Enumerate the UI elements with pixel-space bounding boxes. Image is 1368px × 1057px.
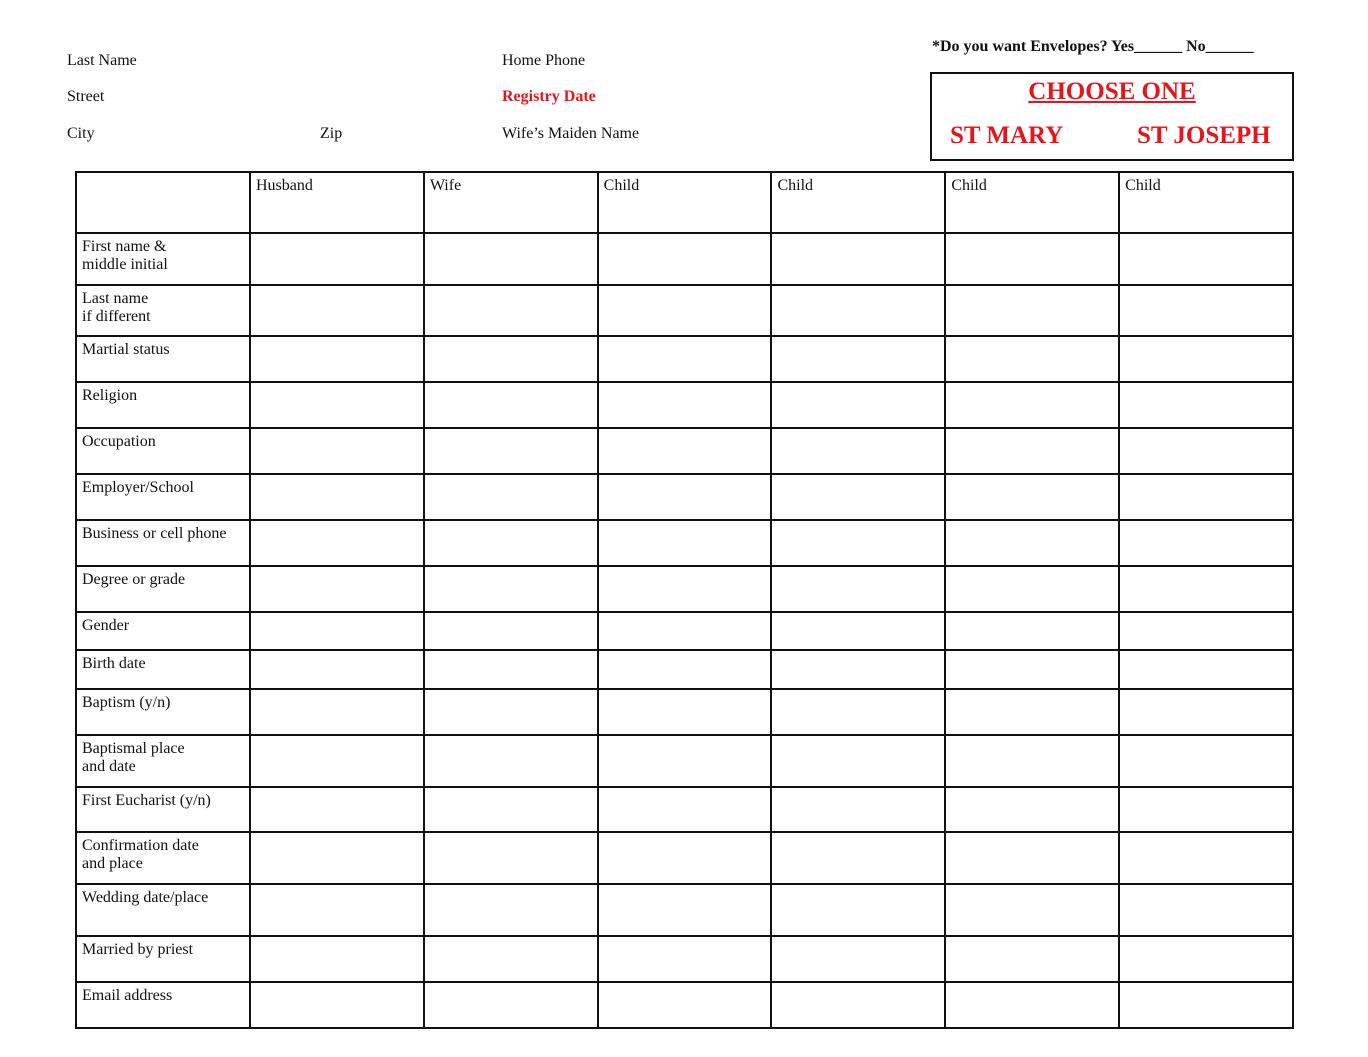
entry-cell[interactable] <box>598 884 772 936</box>
entry-cell[interactable] <box>598 520 772 566</box>
entry-cell[interactable] <box>424 566 598 612</box>
row-label: Last name if different <box>76 285 250 336</box>
row-label: Degree or grade <box>76 566 250 612</box>
entry-cell[interactable] <box>771 650 945 689</box>
table-row <box>76 428 1293 474</box>
entry-cell[interactable] <box>598 689 772 735</box>
entry-cell[interactable] <box>771 382 945 428</box>
entry-cell[interactable] <box>771 612 945 650</box>
table-row <box>76 520 1293 566</box>
table-row <box>76 233 1293 285</box>
table-row <box>76 285 1293 336</box>
entry-cell[interactable] <box>771 689 945 735</box>
st-mary-option[interactable]: ST MARY <box>950 122 1064 149</box>
entry-cell[interactable] <box>945 832 1119 884</box>
table-row <box>76 689 1293 735</box>
entry-cell[interactable] <box>771 428 945 474</box>
entry-cell[interactable] <box>424 233 598 285</box>
entry-cell[interactable] <box>424 474 598 520</box>
entry-cell[interactable] <box>945 382 1119 428</box>
row-label: First name & middle initial <box>76 233 250 285</box>
entry-cell[interactable] <box>598 428 772 474</box>
entry-cell[interactable] <box>250 336 424 382</box>
row-label: First Eucharist (y/n) <box>76 787 250 832</box>
entry-cell[interactable] <box>945 520 1119 566</box>
last-name-label: Last Name <box>67 52 137 69</box>
entry-cell[interactable] <box>1119 982 1293 1028</box>
entry-cell[interactable] <box>598 612 772 650</box>
table-row <box>76 336 1293 382</box>
entry-cell[interactable] <box>250 474 424 520</box>
entry-cell[interactable] <box>250 428 424 474</box>
entry-cell[interactable] <box>250 382 424 428</box>
row-label: Religion <box>76 382 250 428</box>
city-label: City <box>67 125 95 142</box>
entry-cell[interactable] <box>1119 650 1293 689</box>
zip-label: Zip <box>320 125 343 142</box>
entry-cell[interactable] <box>250 650 424 689</box>
entry-cell[interactable] <box>945 936 1119 982</box>
entry-cell[interactable] <box>1119 612 1293 650</box>
entry-cell[interactable] <box>1119 936 1293 982</box>
entry-cell[interactable] <box>1119 520 1293 566</box>
entry-cell[interactable] <box>598 233 772 285</box>
entry-cell[interactable] <box>250 982 424 1028</box>
row-label: Occupation <box>76 428 250 474</box>
entry-cell[interactable] <box>945 650 1119 689</box>
entry-cell[interactable] <box>945 566 1119 612</box>
row-label: Wedding date/place <box>76 884 250 936</box>
entry-cell[interactable] <box>945 233 1119 285</box>
entry-cell[interactable] <box>250 566 424 612</box>
table-corner-cell <box>76 172 250 233</box>
entry-cell[interactable] <box>1119 832 1293 884</box>
table-row <box>76 936 1293 982</box>
entry-cell[interactable] <box>598 336 772 382</box>
entry-cell[interactable] <box>598 650 772 689</box>
table-row <box>76 787 1293 832</box>
table-row <box>76 382 1293 428</box>
row-label: Married by priest <box>76 936 250 982</box>
entry-cell[interactable] <box>771 787 945 832</box>
row-label: Martial status <box>76 336 250 382</box>
entry-cell[interactable] <box>945 285 1119 336</box>
street-label: Street <box>67 88 105 105</box>
entry-cell[interactable] <box>945 612 1119 650</box>
entry-cell[interactable] <box>945 336 1119 382</box>
entry-cell[interactable] <box>1119 382 1293 428</box>
entry-cell[interactable] <box>424 689 598 735</box>
entry-cell[interactable] <box>598 936 772 982</box>
entry-cell[interactable] <box>1119 233 1293 285</box>
entry-cell[interactable] <box>598 474 772 520</box>
entry-cell[interactable] <box>424 428 598 474</box>
column-header-wife: Wife <box>424 172 598 233</box>
entry-cell[interactable] <box>598 832 772 884</box>
table-header-row <box>76 172 1293 233</box>
family-registration-table <box>75 171 1294 1029</box>
entry-cell[interactable] <box>250 735 424 787</box>
entry-cell[interactable] <box>250 689 424 735</box>
entry-cell[interactable] <box>771 735 945 787</box>
st-joseph-option[interactable]: ST JOSEPH <box>1137 122 1271 149</box>
entry-cell[interactable] <box>771 520 945 566</box>
entry-cell[interactable] <box>1119 474 1293 520</box>
entry-cell[interactable] <box>250 233 424 285</box>
entry-cell[interactable] <box>424 735 598 787</box>
entry-cell[interactable] <box>1119 428 1293 474</box>
entry-cell[interactable] <box>945 787 1119 832</box>
entry-cell[interactable] <box>598 982 772 1028</box>
entry-cell[interactable] <box>771 884 945 936</box>
entry-cell[interactable] <box>424 382 598 428</box>
table-row <box>76 884 1293 936</box>
table-row <box>76 650 1293 689</box>
entry-cell[interactable] <box>771 474 945 520</box>
entry-cell[interactable] <box>1119 884 1293 936</box>
entry-cell[interactable] <box>424 285 598 336</box>
column-header-husband: Husband <box>250 172 424 233</box>
entry-cell[interactable] <box>1119 735 1293 787</box>
entry-cell[interactable] <box>771 982 945 1028</box>
registry-date-label: Registry Date <box>502 88 596 105</box>
row-label: Business or cell phone <box>76 520 250 566</box>
table-row <box>76 982 1293 1028</box>
entry-cell[interactable] <box>771 233 945 285</box>
entry-cell[interactable] <box>598 566 772 612</box>
entry-cell[interactable] <box>598 382 772 428</box>
entry-cell[interactable] <box>424 982 598 1028</box>
entry-cell[interactable] <box>424 787 598 832</box>
table-row <box>76 566 1293 612</box>
column-header-child: Child <box>771 172 945 233</box>
row-label: Employer/School <box>76 474 250 520</box>
entry-cell[interactable] <box>250 936 424 982</box>
row-label: Email address <box>76 982 250 1028</box>
entry-cell[interactable] <box>771 832 945 884</box>
column-header-child: Child <box>1119 172 1293 233</box>
entry-cell[interactable] <box>250 832 424 884</box>
column-header-child: Child <box>945 172 1119 233</box>
entry-cell[interactable] <box>1119 285 1293 336</box>
entry-cell[interactable] <box>250 884 424 936</box>
entry-cell[interactable] <box>598 735 772 787</box>
entry-cell[interactable] <box>945 474 1119 520</box>
entry-cell[interactable] <box>250 612 424 650</box>
row-label: Confirmation date and place <box>76 832 250 884</box>
entry-cell[interactable] <box>424 336 598 382</box>
table-row <box>76 832 1293 884</box>
entry-cell[interactable] <box>945 428 1119 474</box>
entry-cell[interactable] <box>945 735 1119 787</box>
entry-cell[interactable] <box>1119 787 1293 832</box>
home-phone-label: Home Phone <box>502 52 586 69</box>
entry-cell[interactable] <box>1119 566 1293 612</box>
entry-cell[interactable] <box>945 884 1119 936</box>
entry-cell[interactable] <box>424 884 598 936</box>
entry-cell[interactable] <box>598 787 772 832</box>
entry-cell[interactable] <box>771 336 945 382</box>
entry-cell[interactable] <box>1119 336 1293 382</box>
entry-cell[interactable] <box>250 787 424 832</box>
entry-cell[interactable] <box>424 650 598 689</box>
row-label: Birth date <box>76 650 250 689</box>
wifes-maiden-name-label: Wife’s Maiden Name <box>502 125 640 142</box>
entry-cell[interactable] <box>771 936 945 982</box>
entry-cell[interactable] <box>771 566 945 612</box>
row-label: Gender <box>76 612 250 650</box>
entry-cell[interactable] <box>1119 689 1293 735</box>
entry-cell[interactable] <box>424 936 598 982</box>
entry-cell[interactable] <box>598 285 772 336</box>
entry-cell[interactable] <box>424 832 598 884</box>
entry-cell[interactable] <box>771 285 945 336</box>
table-row <box>76 474 1293 520</box>
table-row <box>76 735 1293 787</box>
column-header-child: Child <box>598 172 772 233</box>
entry-cell[interactable] <box>424 612 598 650</box>
choose-one-title: CHOOSE ONE <box>1028 78 1196 105</box>
entry-cell[interactable] <box>945 982 1119 1028</box>
row-label: Baptism (y/n) <box>76 689 250 735</box>
entry-cell[interactable] <box>250 285 424 336</box>
envelopes-question: *Do you want Envelopes? Yes______ No______ <box>932 38 1254 55</box>
table-row <box>76 612 1293 650</box>
entry-cell[interactable] <box>250 520 424 566</box>
entry-cell[interactable] <box>424 520 598 566</box>
entry-cell[interactable] <box>945 689 1119 735</box>
parish-choice-box <box>930 72 1294 161</box>
row-label: Baptismal place and date <box>76 735 250 787</box>
